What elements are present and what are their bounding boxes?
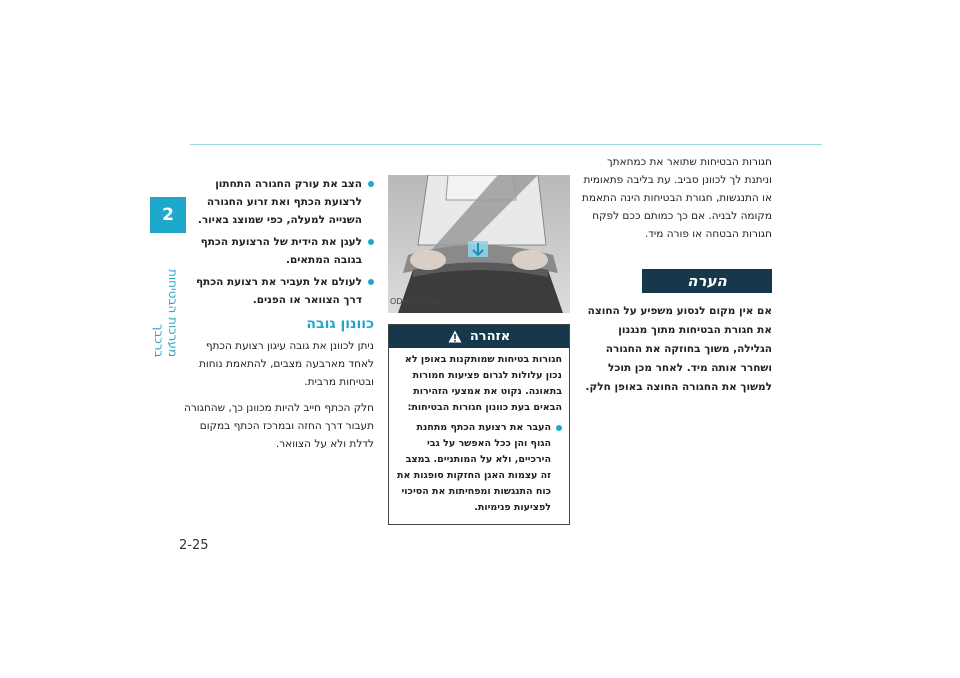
warning-text: חגורות בטיחות שמותקנות באופן לא נכון עלולות לגרום פציעות חמורות בתאונה. נקוט את אמצעי הזהירות הבאים בעת כוונון חגורות הבטיחות: (404, 354, 562, 413)
seatbelt-photo (388, 175, 570, 313)
list-item: לעולם אל תעביר את רצועת הכתף דרך הצוואר או הפנים. (178, 273, 374, 309)
list-item: לעגן את הידית של הרצועת הכתף בגובה המתאים. (178, 233, 374, 269)
warning-bullet: העבר את רצועת הכתף מתחנת הגוף והן ככל האפשר על גבי הירכיים, ולא על המותניים. במצב זה עצמות האגן החזקות סופגות את כוח התנגשות ומפחיתות את הסיכוי לפציעות פנימיות. (396, 420, 562, 516)
left-column (178, 175, 374, 461)
photo-code: ODH033056 (390, 297, 440, 306)
paragraph: חלק הכתף חייב להיות מכוונן כך, שהחגורה תעבור דרך החזה ובמרכז הכתף במקום לדלת ולא על הצוואר. (183, 402, 374, 450)
header-divider (190, 144, 822, 145)
note-label: הערה (642, 269, 772, 293)
note-text: אם אין מקום לנסוע משפיע על החוצה את חגורת הבטיחות מתוך מנגנון הגלילה, משוך בחוזקה את החגורה ושחרר אותה מיד. לאחר מכן תוכל למשוך את החגורה החוצה באופן חלק. (585, 305, 772, 393)
warning-body (389, 348, 569, 524)
warning-header (389, 325, 569, 348)
warning-triangle-icon (448, 330, 462, 343)
warning-title: אזהרה (469, 328, 511, 344)
list-item: הצב את עורק החגורה התחתון לרצועת הכתף ואת זרוע החגורה השנייה למעלה, כפי שמוצג באיור. (178, 175, 374, 229)
section-side-title: מערכות הבטיחות ברכבך (152, 269, 180, 357)
chapter-number: 2 (162, 205, 174, 225)
section-heading: כוונון גובה (306, 316, 374, 332)
warning-box (388, 324, 570, 525)
page-number: 2-25 (179, 538, 209, 553)
right-column (578, 153, 772, 397)
intro-paragraph: חגורות הבטיחות שתואר את כמחאתך וניתנת לך לכוונן סביב. עת בליבה פתאומית או התנגשות, חגורת הבטיחות הינה התאמת מקומה לבניה. אם כך כמותם ככם לפקח חגורות הבטחה או פורה מיד. (581, 156, 772, 240)
middle-column (388, 175, 570, 525)
paragraph: ניתן לכוונן את גובה עיגון רצועת הכתף לאחד מארבעה מצבים, להתאמת נוחות ובטיחות מרבית. (198, 340, 374, 388)
instruction-list (178, 175, 374, 309)
